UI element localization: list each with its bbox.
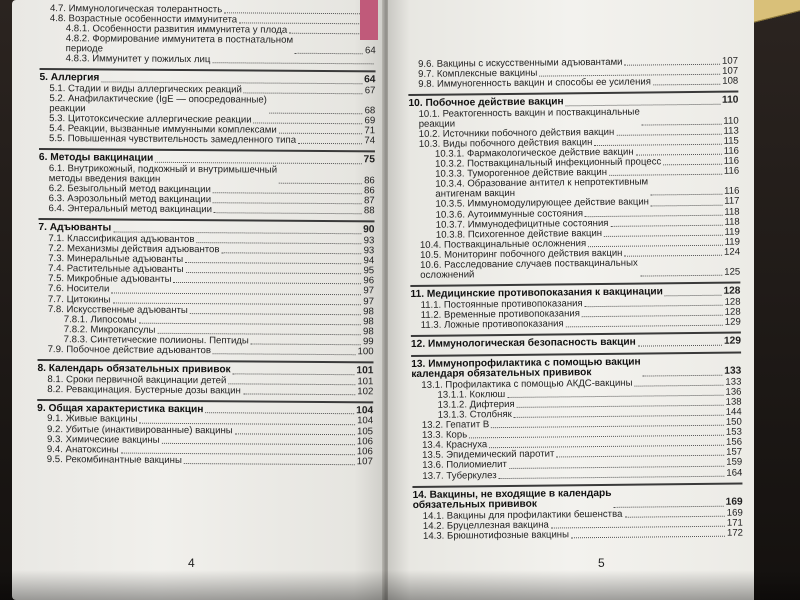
toc-entry (39, 134, 375, 146)
toc-leader-dots (251, 343, 361, 345)
toc-leader-dots (643, 375, 723, 377)
toc-entry-title: 9.7. Комплексные вакцины (418, 67, 538, 80)
toc-entry-title: 10.6. Расследование случаев поствакцинальных осложнений (420, 257, 638, 281)
toc-page-number: 164 (726, 467, 743, 479)
toc-page-number: 96 (363, 275, 375, 287)
toc-leader-dots (582, 315, 723, 317)
toc-page-number: 94 (363, 255, 375, 267)
toc-entry-title: 7.6. Носители (47, 283, 110, 295)
toc-entry (410, 257, 740, 281)
toc-page-number: 102 (357, 385, 374, 398)
toc-entry-title: 13.6. Полиомиелит (422, 459, 507, 472)
toc-leader-dots (585, 304, 723, 306)
toc-page-number: 74 (364, 135, 376, 147)
toc-page-number: 118 (724, 216, 740, 228)
toc-leader-dots (298, 143, 362, 144)
toc-entry-title: 4.8. Возрастные особенности иммунитета (49, 13, 238, 26)
toc-leader-dots (616, 134, 721, 136)
toc-page-number: 101 (357, 375, 374, 387)
toc-entry-title: 4.8.1. Особенности развития иммунитета у плода (65, 23, 288, 36)
toc-leader-dots (213, 203, 362, 205)
toc-entry-title: 13.2. Гепатит В (421, 419, 490, 432)
toc-page-number: 169 (725, 496, 743, 508)
toc-page-number: 157 (726, 446, 743, 459)
toc-entry-title: 7.8.1. Липосомы (63, 313, 137, 326)
toc-page-number: 64 (364, 74, 376, 86)
toc-entry (412, 468, 742, 482)
toc-entry-title: 6.1. Внутрикожный, подкожный и внутримышечный методы введения вакцин (48, 163, 278, 186)
toc-page-number: 156 (725, 436, 743, 449)
toc-entry-title: 13.4. Краснуха (421, 439, 488, 452)
toc-leader-dots (138, 322, 361, 325)
toc-page-number: 95 (363, 265, 375, 277)
toc-leader-dots (233, 373, 355, 375)
toc-entry-title: 10.3.1. Фармакологическое действие вакцин (434, 146, 634, 160)
toc-page-number: 98 (363, 315, 374, 328)
toc-page-number: 171 (726, 517, 743, 529)
toc-page-number: 129 (723, 335, 742, 347)
toc-entry-title: 12. Иммунологическая безопасность вакцин (410, 336, 636, 350)
toc-entry-title: 7.4. Растительные адъюванты (48, 263, 184, 276)
toc-entry-title: 5.5. Повышенная чувствительность замедленного типа (49, 133, 297, 147)
toc-page-number: 86 (363, 185, 375, 197)
toc-entry-title: 7. Адъюванты (38, 222, 112, 234)
toc-page-number: 124 (723, 246, 741, 258)
toc-entry (39, 204, 375, 216)
toc-entry-title: 8. Календарь обязательных прививок (37, 362, 231, 376)
toc-page-number: 104 (357, 415, 374, 427)
toc-page-number: 75 (363, 154, 375, 166)
toc-entry-title: 7.1. Классификация адъювантов (48, 233, 195, 246)
toc-leader-dots (611, 224, 723, 226)
toc-entry-title: 14. Вакцины, не входящие в календарь обязательных прививок (412, 487, 612, 512)
toc-entry-title: 9.2. Убитые (инактивированные) вакцины (46, 423, 233, 436)
right-page (388, 0, 754, 600)
toc-page-number: 101 (356, 365, 374, 377)
toc-entry-title: 11. Медицинские противопоказания к вакцинации (410, 286, 663, 300)
toc-page-number: 104 (356, 404, 374, 417)
toc-page-number: 133 (724, 365, 742, 377)
toc-leader-dots (499, 475, 725, 478)
toc-page-number: 117 (724, 195, 740, 208)
toc-entry-title: 9.8. Иммуногенность вакцин и способы ее усиления (418, 76, 651, 91)
toc-entry-title: 13.1.2. Дифтерия (437, 398, 515, 411)
toc-list-left (37, 4, 376, 467)
toc-page-number: 150 (725, 416, 742, 428)
toc-entry-title: 7.2. Механизмы действия адъювантов (48, 243, 220, 256)
toc-leader-dots (221, 253, 361, 255)
toc-entry-title: 6. Методы вакцинации (38, 152, 154, 165)
toc-leader-dots (213, 193, 362, 195)
toc-entry-title: 7.3. Минеральные адъюванты (48, 253, 184, 266)
toc-entry-title: 13.1.3. Столбняк (437, 409, 512, 421)
toc-page-number: 116 (723, 165, 740, 177)
toc-page-number: 97 (363, 295, 374, 307)
toc-entry-title: 10.3.6. Аутоиммунные состояния (435, 207, 584, 221)
toc-page-number: 105 (356, 425, 374, 437)
toc-leader-dots (653, 84, 720, 86)
toc-page-number: 88 (363, 205, 375, 217)
toc-leader-dots (624, 255, 722, 257)
toc-leader-dots (295, 53, 363, 54)
toc-entry-title: 11.3. Ложные противопоказания (420, 318, 564, 331)
toc-page-number: 108 (722, 75, 739, 87)
toc-leader-dots (663, 164, 721, 166)
toc-leader-dots (566, 325, 723, 328)
toc-leader-dots (235, 433, 355, 435)
toc-entry-title: 13. Иммунопрофилактика с помощью вакцин календаря обязательных прививок (411, 356, 641, 381)
toc-page-number: 110 (723, 115, 739, 127)
toc-page-number: 129 (724, 316, 741, 328)
toc-leader-dots (638, 344, 722, 346)
toc-page-number: 136 (725, 386, 742, 398)
toc-chapter (412, 482, 742, 512)
toc-entry-title: 10.1. Реактогенность вакцин и поствакцинальные реакции (418, 106, 640, 130)
toc-entry-title: 9.3. Химические вакцины (46, 433, 160, 446)
page-number-right: 5 (598, 556, 605, 570)
toc-entry (408, 77, 738, 91)
toc-entry-title: 6.3. Аэрозольный метод вакцинации (48, 193, 212, 206)
toc-entry-title: 8.1. Сроки первичной вакцинации детей (47, 373, 227, 386)
toc-leader-dots (642, 124, 721, 126)
toc-entry-title: 4.7. Иммунологическая толерантность (49, 3, 223, 16)
toc-leader-dots (651, 204, 722, 206)
toc-page-number: 115 (723, 135, 739, 147)
toc-leader-dots (588, 244, 723, 246)
toc-leader-dots (185, 262, 361, 264)
toc-page-number: 106 (356, 435, 373, 447)
toc-page-number: 64 (364, 45, 376, 57)
toc-page-number: 125 (724, 266, 741, 278)
bookmark-edge (360, 0, 378, 40)
toc-page-number: 86 (364, 175, 375, 187)
toc-page-number: 107 (721, 55, 739, 67)
toc-entry-title: 9.1. Живые вакцины (47, 413, 138, 426)
toc-leader-dots (243, 393, 355, 395)
toc-entry-title: 4.8.2. Формирование иммунитета в постнатальном периоде (65, 33, 294, 55)
toc-entry-title: 4.8.3. Иммунитет у пожилых лиц (65, 53, 211, 66)
toc-page-number: 97 (363, 285, 375, 297)
toc-entry-title: 10.2. Источники побочного действия вакцин (418, 126, 615, 140)
toc-entry-title: 5.4. Реакции, вызванные иммунными комплексами (49, 123, 277, 136)
toc-leader-dots (214, 213, 362, 215)
toc-entry-title: 9.4. Анатоксины (46, 443, 119, 456)
toc-entry-title: 14.3. Брюшнотифозные вакцины (422, 529, 570, 542)
toc-entry-title: 11.2. Временные противопоказания (420, 307, 581, 321)
toc-entry-title: 10.3.8. Психогенное действие вакцин (435, 227, 603, 241)
toc-entry-title: 11.1. Постоянные противопоказания (420, 297, 583, 311)
toc-entry-title: 13.5. Эпидемический паротит (422, 448, 555, 462)
toc-entry-title: 10.3. Виды побочного действия вакцин (418, 137, 593, 150)
toc-page-number: 172 (726, 527, 744, 539)
toc-page-number: 144 (725, 406, 742, 418)
toc-page-number: 69 (364, 115, 376, 127)
toc-page-number: 87 (363, 195, 375, 207)
toc-leader-dots (635, 385, 724, 387)
toc-page-number: 98 (363, 305, 374, 317)
toc-entry (411, 317, 741, 331)
toc-page-number: 71 (364, 125, 376, 137)
toc-entry (37, 455, 373, 467)
toc-leader-dots (624, 516, 724, 518)
toc-page-number: 113 (723, 125, 739, 137)
toc-leader-dots (571, 536, 725, 539)
toc-page-number: 93 (363, 245, 375, 257)
toc-entry-title: 10.3.5. Иммуномодулирующее действие вакцин (435, 196, 650, 211)
toc-page-number: 99 (362, 336, 374, 348)
toc-entry (38, 345, 374, 357)
toc-entry-title: 5. Аллергия (39, 72, 100, 84)
toc-leader-dots (228, 383, 355, 385)
toc-page-number: 107 (356, 455, 373, 468)
toc-entry-title: 14.1. Вакцины для профилактики бешенства (422, 508, 623, 522)
toc-page-number: 67 (364, 85, 376, 97)
toc-chapter (411, 351, 741, 381)
toc-page-number: 153 (725, 426, 742, 438)
toc-page-number: 116 (723, 155, 740, 167)
toc-page-number: 116 (723, 145, 740, 157)
toc-leader-dots (186, 272, 362, 274)
toc-entry-title: 13.7. Туберкулез (422, 469, 497, 482)
toc-entry-title: 7.8.2. Микрокапсулы (63, 323, 156, 336)
toc-entry-title: 7.8.3. Синтетические полиионы. Пептиды (63, 333, 249, 347)
left-page (12, 0, 384, 600)
toc-page-number: 128 (723, 285, 741, 297)
toc-page-number: 116 (724, 185, 740, 198)
toc-page-number: 68 (364, 105, 376, 117)
toc-entry-title: 14.2. Бруцеллезная вакцина (422, 519, 549, 532)
toc-entry-title: 9.6. Вакцины с искусственными адъювантами (417, 56, 623, 70)
toc-page-number: 133 (725, 376, 742, 388)
toc-leader-dots (196, 242, 361, 244)
toc-entry-title: 9. Общая характеристика вакцин (37, 402, 204, 415)
toc-leader-dots (594, 144, 721, 146)
toc-page-number: 128 (724, 306, 741, 318)
toc-leader-dots (269, 113, 363, 115)
toc-page-number: 98 (363, 325, 374, 338)
toc-entry-title: 10. Побочное действие вакцин (408, 96, 564, 110)
toc-page-number: 119 (724, 236, 740, 248)
toc-page-number: 138 (725, 396, 742, 408)
toc-entry-title: 5.3. Цитотоксические аллергические реакции (49, 113, 252, 126)
toc-entry-title: 6.2. Безыгольный метод вакцинации (48, 183, 211, 196)
toc-leader-dots (289, 33, 363, 35)
toc-list-right (408, 57, 743, 543)
toc-entry (37, 385, 373, 397)
toc-entry-title: 5.1. Стадии и виды аллергических реакций (49, 83, 242, 96)
toc-leader-dots (205, 413, 354, 415)
toc-page-number: 110 (721, 94, 739, 106)
toc-page-number: 93 (363, 235, 375, 247)
toc-leader-dots (190, 313, 361, 315)
toc-page-number: 106 (356, 445, 373, 457)
bottom-shadow (0, 570, 800, 600)
toc-page-number: 119 (724, 226, 740, 238)
toc-leader-dots (162, 443, 355, 445)
toc-leader-dots (636, 154, 722, 156)
toc-chapter (411, 331, 741, 350)
toc-leader-dots (640, 275, 722, 277)
toc-leader-dots (212, 63, 373, 65)
toc-entry (413, 529, 743, 543)
toc-entry-title: 10.4. Поствакцинальные осложнения (419, 237, 587, 251)
toc-page-number: 169 (726, 507, 743, 519)
toc-entry-title: 13.1. Профилактика с помощью АКДС-вакцины (421, 377, 633, 391)
toc-entry-title: 10.3.2. Поствакцинальный инфекционный процесс (435, 156, 662, 170)
toc-page-number: 107 (722, 65, 739, 77)
toc-entry-title: 13.3. Корь (421, 429, 468, 442)
toc-leader-dots (604, 234, 722, 236)
toc-entry-title: 6.4. Энтеральный метод вакцинации (48, 203, 213, 216)
toc-entry-title: 5.2. Анафилактические (IgE — опосредованные) реакции (49, 93, 267, 115)
toc-leader-dots (224, 12, 374, 14)
toc-entry-title: 10.3.3. Туморогенное действие вакцин (435, 167, 608, 180)
toc-leader-dots (665, 294, 722, 296)
toc-entry-title: 10.5. Мониторинг побочного действия вакцин (419, 247, 623, 261)
toc-entry-title: 7.7. Цитокины (47, 293, 111, 306)
toc-page-number: 90 (363, 224, 375, 236)
toc-entry-title: 7.5. Микробные адъюванты (48, 273, 172, 286)
toc-entry-title: 10.3.7. Иммунодефицитные состояния (435, 217, 609, 231)
toc-leader-dots (566, 104, 720, 107)
toc-leader-dots (213, 353, 356, 355)
page-number-left: 4 (188, 556, 195, 570)
toc-leader-dots (173, 282, 361, 284)
toc-page-number: 128 (724, 296, 741, 308)
toc-entry-title: 7.9. Побочное действие адъювантов (47, 343, 211, 357)
toc-page-number: 100 (357, 346, 374, 358)
toc-leader-dots (609, 174, 722, 176)
toc-entry-title: 9.5. Рекомбинантные вакцины (46, 453, 182, 466)
toc-entry-title: 10.3.4. Образование антител к непротективным антигенам вакцин (435, 176, 649, 201)
toc-entry-title: 13.1.1. Коклюш (437, 389, 506, 401)
toc-leader-dots (279, 183, 362, 185)
toc-entry-title: 7.8. Искусственные адъюванты (47, 303, 188, 316)
toc-leader-dots (625, 64, 721, 66)
toc-entry-title: 8.2. Ревакцинация. Бустерные дозы вакцин (47, 383, 241, 397)
toc-entry (40, 54, 376, 66)
toc-page-number: 118 (724, 206, 740, 218)
toc-leader-dots (585, 214, 722, 216)
toc-leader-dots (650, 194, 722, 196)
toc-page-number: 159 (726, 456, 743, 469)
toc-leader-dots (184, 463, 355, 465)
toc-leader-dots (614, 506, 724, 508)
